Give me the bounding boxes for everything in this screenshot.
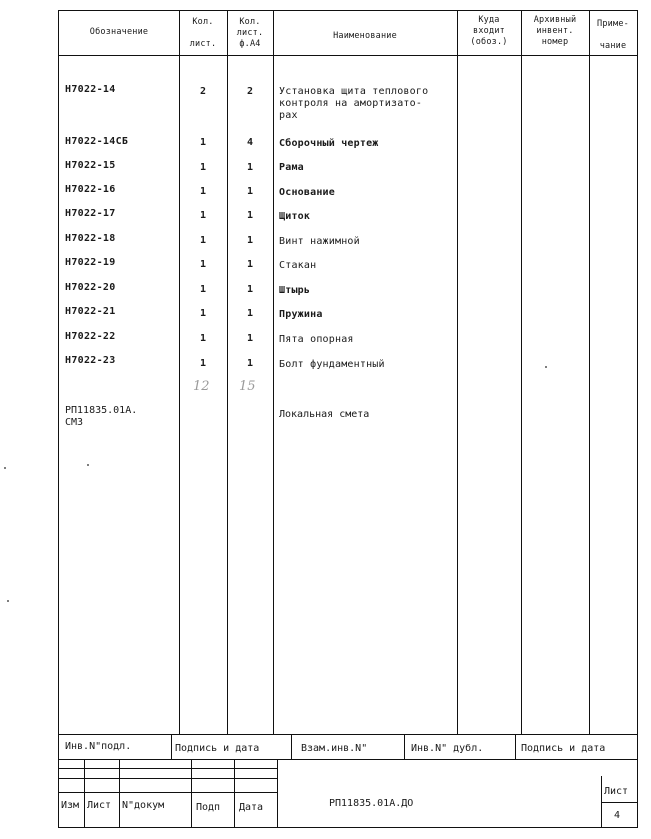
row-name: Щиток (279, 211, 311, 222)
row-name: Болт фундаментный (279, 359, 385, 370)
row-sheets: 1 (199, 308, 207, 319)
row-sheets: 1 (199, 186, 207, 197)
row-name: Основание (279, 187, 335, 198)
tb-n-dokum: N"докум (122, 800, 165, 811)
footer-line (59, 759, 637, 760)
header-note: Приме- чание (597, 19, 629, 51)
footer-inv-podl: Инв.N"подл. (65, 741, 132, 752)
row-name: Штырь (279, 285, 311, 296)
footer-podpis-data-1: Подпись и дата (175, 743, 260, 754)
header-designation: Обозначение (89, 27, 149, 37)
row-sheets: 1 (199, 358, 207, 369)
scan-speck (7, 600, 9, 602)
header-qty-a4: Кол. лист. ф.А4 (236, 17, 264, 49)
row-designation: Н7022-22 (65, 331, 116, 342)
row-a4: 1 (246, 333, 254, 344)
scan-speck (87, 464, 89, 466)
row-a4: 1 (246, 308, 254, 319)
title-block-line (59, 768, 277, 769)
row-a4: 1 (246, 186, 254, 197)
row-sheets: 1 (199, 210, 207, 221)
tb-doc-code: РП11835.01А.ДО (329, 798, 414, 809)
row-a4: 1 (246, 162, 254, 173)
estimate-name: Локальная смета (279, 409, 370, 420)
header-separator (59, 55, 637, 56)
row-designation: Н7022-16 (65, 184, 116, 195)
scan-speck (545, 366, 547, 368)
header-where-used: Куда входит (обоз.) (470, 15, 508, 47)
footer-inv-dubl: Инв.N" дубл. (411, 743, 484, 754)
title-block-divider (84, 759, 85, 827)
row-name: Рама (279, 162, 304, 173)
estimate-designation: РП11835.01А. СМ3 (65, 405, 138, 428)
col-line (227, 11, 228, 734)
row-name: Стакан (279, 260, 317, 271)
title-block-divider (234, 759, 235, 827)
tb-sheet-number: 4 (614, 810, 621, 821)
row-a4: 1 (246, 210, 254, 221)
header-archive: Архивный инвент. номер (533, 15, 577, 47)
row-designation: Н7022-19 (65, 257, 116, 268)
row-designation: Н7022-21 (65, 306, 116, 317)
row-name: Сборочный чертеж (279, 138, 379, 149)
tb-podp: Подп (196, 802, 221, 813)
footer-podpis-data-2: Подпись и дата (521, 743, 606, 754)
row-designation: Н7022-20 (65, 282, 116, 293)
drawing-sheet (58, 10, 638, 828)
col-line (521, 11, 522, 734)
col-line (179, 11, 180, 734)
row-a4: 1 (246, 284, 254, 295)
row-sheets: 2 (199, 86, 207, 97)
col-line (273, 11, 274, 734)
tb-sheet-label: Лист (604, 786, 629, 797)
row-a4: 1 (246, 358, 254, 369)
title-block-divider (119, 759, 120, 827)
title-block-divider (277, 759, 278, 827)
handwritten-total-sheets: 12 (193, 379, 210, 394)
row-designation: Н7022-18 (65, 233, 116, 244)
row-a4: 4 (246, 137, 254, 148)
title-block-divider (191, 759, 192, 827)
row-a4: 1 (246, 235, 254, 246)
row-sheets: 1 (199, 333, 207, 344)
title-block-divider (601, 776, 602, 827)
header-name: Наименование (333, 31, 397, 41)
header-qty-sheets: Кол. лист. (189, 17, 217, 49)
footer-divider (171, 734, 172, 759)
title-block-line (59, 792, 277, 793)
tb-data: Дата (239, 802, 264, 813)
title-block-line (59, 778, 277, 779)
footer-divider (515, 734, 516, 759)
row-designation: Н7022-14 (65, 84, 116, 95)
row-sheets: 1 (199, 284, 207, 295)
col-line (589, 11, 590, 734)
row-designation: Н7022-15 (65, 160, 116, 171)
col-line (457, 11, 458, 734)
row-designation: Н7022-14СБ (65, 136, 129, 147)
row-name: Пята опорная (279, 334, 354, 345)
footer-top-line (59, 734, 637, 735)
row-sheets: 1 (199, 137, 207, 148)
footer-divider (291, 734, 292, 759)
row-a4: 2 (246, 86, 254, 97)
footer-divider (404, 734, 405, 759)
row-sheets: 1 (199, 259, 207, 270)
tb-list: Лист (87, 800, 112, 811)
row-sheets: 1 (199, 235, 207, 246)
footer-vzam-inv: Взам.инв.N" (301, 743, 368, 754)
row-name: Пружина (279, 309, 323, 320)
title-block-line (601, 802, 637, 803)
tb-izm: Изм (61, 800, 80, 811)
row-designation: Н7022-23 (65, 355, 116, 366)
scan-speck (4, 467, 6, 469)
handwritten-total-a4: 15 (239, 379, 256, 394)
row-name: Установка щита теплового контроля на амортизато- рах (279, 86, 429, 121)
row-a4: 1 (246, 259, 254, 270)
row-name: Винт нажимной (279, 236, 360, 247)
row-sheets: 1 (199, 162, 207, 173)
row-designation: Н7022-17 (65, 208, 116, 219)
